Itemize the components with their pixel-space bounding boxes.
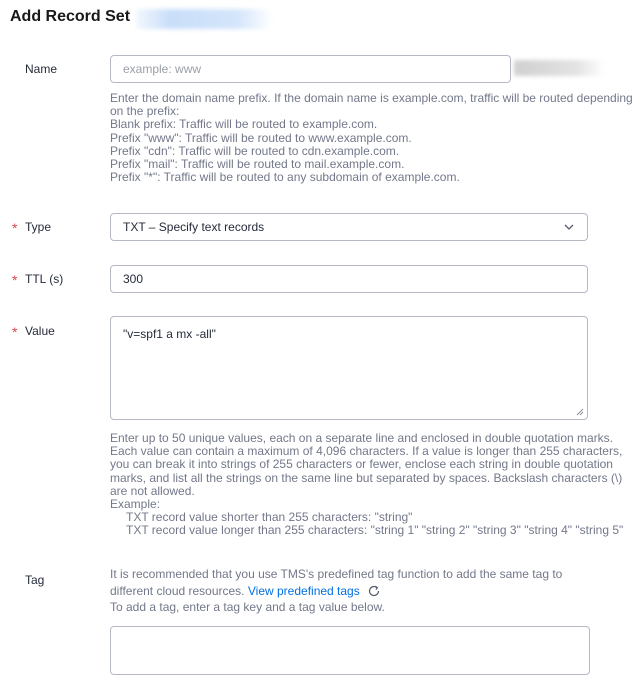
- name-label: Name: [25, 62, 58, 76]
- tag-help-text: different cloud resources.: [110, 583, 245, 598]
- refresh-icon[interactable]: [367, 584, 381, 598]
- ttl-required-mark: *: [12, 272, 18, 288]
- ttl-input-value: 300: [123, 272, 144, 286]
- tag-help-line: To add a tag, enter a tag key and a tag value below.: [110, 600, 385, 614]
- tag-label: Tag: [25, 573, 45, 587]
- name-help-line: on the prefix:: [110, 104, 180, 119]
- value-help: [110, 432, 638, 538]
- name-help-line: Blank prefix: Traffic will be routed to example.com.: [110, 117, 378, 132]
- type-label: Type: [25, 220, 52, 234]
- value-help-line: you can break it into strings of 255 characters or fewer, enclose each string in double quotation: [110, 457, 613, 472]
- tag-editor[interactable]: [110, 626, 590, 675]
- name-input[interactable]: [110, 55, 511, 83]
- tag-help: [110, 566, 630, 616]
- page-title: Add Record Set: [10, 8, 131, 25]
- name-help: [110, 92, 638, 184]
- name-input-placeholder: example: www: [123, 62, 202, 76]
- tag-help-line: [110, 583, 630, 600]
- type-select[interactable]: [110, 213, 588, 241]
- ttl-input[interactable]: [110, 265, 588, 293]
- value-help-line: Each value can contain a maximum of 4,096 characters. If a value is longer than 255 characters,: [110, 444, 623, 459]
- value-help-line: are not allowed.: [110, 483, 195, 498]
- value-example-line: TXT record value shorter than 255 characters: "string": [126, 510, 413, 525]
- ttl-label: TTL (s): [25, 272, 64, 286]
- value-required-mark: *: [12, 324, 18, 340]
- name-help-line: Prefix "mail": Traffic will be routed to mail.example.com.: [110, 157, 405, 172]
- name-help-line: Prefix "*": Traffic will be routed to any subdomain of example.com.: [110, 170, 460, 185]
- type-required-mark: *: [12, 220, 18, 236]
- value-example-line: TXT record value longer than 255 characters: "string 1" "string 2" "string 3" "string 4" "string 5": [126, 523, 624, 538]
- title-row: [10, 7, 640, 29]
- name-help-line: Prefix "www": Traffic will be routed to www.example.com.: [110, 130, 412, 145]
- value-textarea-text: "v=spf1 a mx -all": [123, 327, 216, 341]
- value-textarea[interactable]: [110, 316, 588, 420]
- value-help-line: Example:: [110, 497, 161, 512]
- resize-handle-icon[interactable]: [576, 408, 584, 416]
- chevron-down-icon: [563, 221, 575, 233]
- redacted-title-suffix: [136, 9, 272, 29]
- redacted-domain-suffix: [514, 60, 604, 76]
- tag-help-line: It is recommended that you use TMS's predefined tag function to add the same tag to: [110, 567, 563, 581]
- value-help-line: marks, and list all the strings on the same line but separated by spaces. Backslash characters (\): [110, 470, 623, 485]
- value-help-line: Enter up to 50 unique values, each on a separate line and enclosed in double quotation marks.: [110, 431, 614, 445]
- value-label: Value: [25, 324, 55, 338]
- view-predefined-tags-link[interactable]: View predefined tags: [247, 583, 360, 598]
- type-select-value: TXT – Specify text records: [123, 220, 265, 234]
- name-help-line: Prefix "cdn": Traffic will be routed to cdn.example.com.: [110, 143, 400, 158]
- name-help-line: Enter the domain name prefix. If the domain name is example.com, traffic will be routed depending: [110, 91, 633, 105]
